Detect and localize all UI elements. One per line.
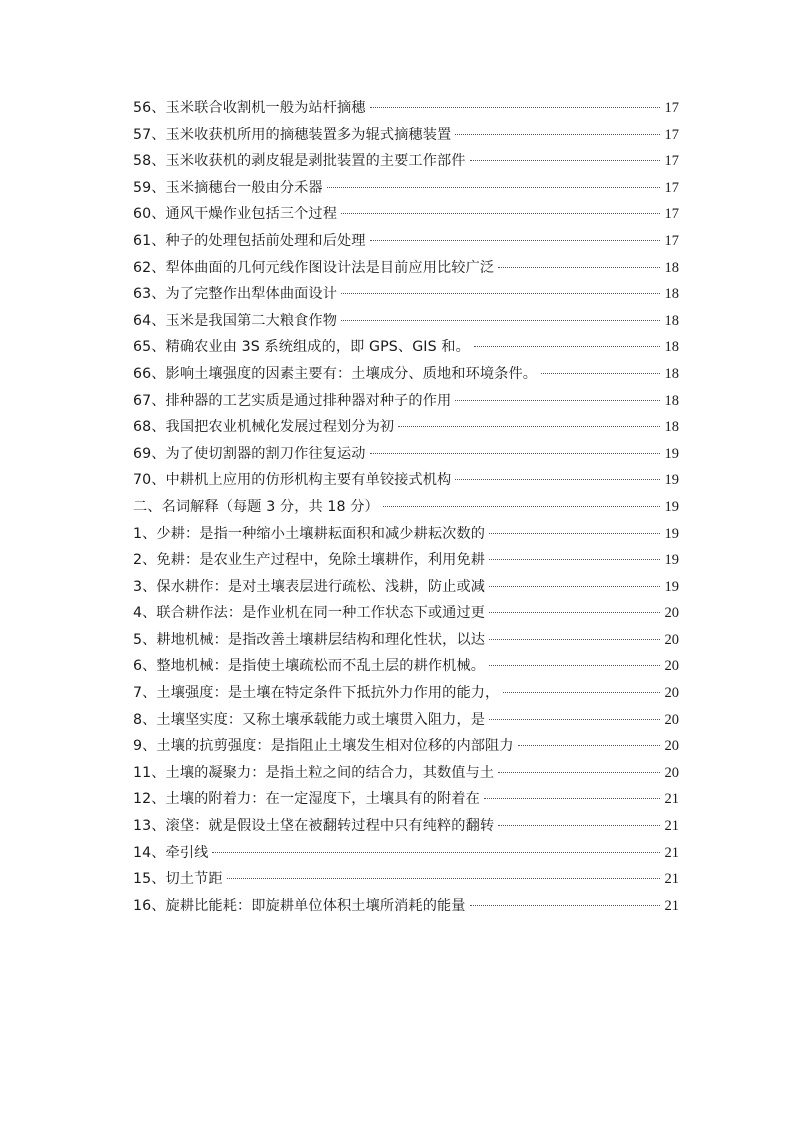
toc-entry[interactable] <box>133 281 679 308</box>
toc-page-number: 18 <box>664 339 679 356</box>
toc-entry[interactable] <box>133 308 679 335</box>
toc-entry-title: 3、保水耕作：是对土壤表层进行疏松、浅耕，防止或减 <box>133 578 486 595</box>
toc-entry-title: 4、联合耕作法：是作业机在同一种工作状态下或通过更 <box>133 605 486 622</box>
toc-entry-title: 15、切土节距 <box>133 871 223 888</box>
toc-page-number: 17 <box>664 100 679 116</box>
toc-page-number: 20 <box>664 658 679 675</box>
toc-entry[interactable] <box>133 813 679 840</box>
dot-leader <box>370 240 660 241</box>
toc-page-number: 18 <box>664 312 679 329</box>
toc-entry[interactable] <box>133 201 679 228</box>
dot-leader <box>489 639 660 640</box>
dot-leader <box>489 665 660 666</box>
toc-page-number: 21 <box>664 844 679 861</box>
toc-entry[interactable] <box>133 866 679 893</box>
dot-leader <box>341 293 660 294</box>
toc-page-number: 17 <box>664 232 679 249</box>
toc-entry-title: 14、牵引线 <box>133 844 209 861</box>
toc-entry[interactable] <box>133 255 679 282</box>
toc-page-number: 19 <box>664 525 679 542</box>
toc-entry[interactable] <box>133 574 679 601</box>
dot-leader <box>489 586 660 587</box>
dot-leader <box>212 852 660 853</box>
dot-leader <box>370 107 660 108</box>
toc-entry[interactable] <box>133 893 679 920</box>
toc-entry[interactable] <box>133 627 679 654</box>
toc-page-number: 19 <box>664 498 679 515</box>
toc-page-number: 21 <box>664 897 679 914</box>
toc-page-number: 20 <box>664 605 679 622</box>
toc-entry[interactable] <box>133 148 679 175</box>
toc-entry-title: 2、免耕：是农业生产过程中，免除土壤耕作，利用免耕 <box>133 552 486 569</box>
toc-page-number: 18 <box>664 365 679 382</box>
toc-entry-title: 60、通风干燥作业包括三个过程 <box>133 206 337 223</box>
dot-leader <box>341 320 660 321</box>
toc-entry[interactable] <box>133 786 679 813</box>
toc-entry-title: 9、土壤的抗剪强度：是指阻止土壤发生相对位移的内部阻力 <box>133 738 514 755</box>
toc-entry[interactable] <box>133 441 679 468</box>
toc-entry-title: 13、滚垡：就是假设土垡在被翻转过程中只有纯粹的翻转 <box>133 818 495 835</box>
dot-leader <box>518 745 660 746</box>
dot-leader <box>489 719 660 720</box>
toc-entry-title: 68、我国把农业机械化发展过程划分为初 <box>133 419 395 436</box>
toc-entry[interactable] <box>133 760 679 787</box>
dot-leader <box>541 373 660 374</box>
dot-leader <box>474 346 660 347</box>
toc-entry-title: 65、精确农业由 3S 系统组成的，即 GPS、GIS 和。 <box>133 339 470 356</box>
toc-entry[interactable] <box>133 521 679 548</box>
dot-leader <box>327 187 660 188</box>
dot-leader <box>498 772 660 773</box>
toc-entry[interactable] <box>133 388 679 415</box>
toc-page-number: 18 <box>664 286 679 303</box>
toc-entry[interactable] <box>133 840 679 867</box>
toc-entry[interactable] <box>133 228 679 255</box>
dot-leader <box>498 825 660 826</box>
toc-entry[interactable] <box>133 334 679 361</box>
toc-entry-title: 58、玉米收获机的剥皮辊是剥批装置的主要工作部件 <box>133 153 466 170</box>
toc-entry[interactable] <box>133 733 679 760</box>
toc-entry-title: 61、种子的处理包括前处理和后处理 <box>133 232 366 249</box>
dot-leader <box>341 213 660 214</box>
dot-leader <box>455 400 660 401</box>
dot-leader <box>470 160 660 161</box>
dot-leader <box>484 798 660 799</box>
dot-leader <box>470 905 660 906</box>
dot-leader <box>489 612 660 613</box>
toc-entry-title: 二、名词解释（每题 3 分，共 18 分） <box>133 498 379 515</box>
toc-entry[interactable] <box>133 547 679 574</box>
toc-page-number: 19 <box>664 578 679 595</box>
toc-entry-title: 64、玉米是我国第二大粮食作物 <box>133 312 337 329</box>
toc-entry-title: 6、整地机械：是指使土壤疏松而不乱土层的耕作机械。 <box>133 658 486 675</box>
toc-entry-title: 70、中耕机上应用的仿形机构主要有单铰接式机构 <box>133 472 452 489</box>
toc-entry[interactable] <box>133 95 679 122</box>
toc-entry-title: 69、为了使切割器的割刀作往复运动 <box>133 445 366 462</box>
toc-entry-title: 16、旋耕比能耗：即旋耕单位体积土壤所消耗的能量 <box>133 897 466 914</box>
toc-entry-title: 1、少耕：是指一种缩小土壤耕耘面积和减少耕耘次数的 <box>133 525 486 542</box>
toc-entry[interactable] <box>133 707 679 734</box>
dot-leader <box>455 479 660 480</box>
toc-page-number: 20 <box>664 738 679 755</box>
toc-page-number: 19 <box>664 445 679 462</box>
toc-page-number: 17 <box>664 179 679 196</box>
toc-entry[interactable] <box>133 361 679 388</box>
toc-page-number: 21 <box>664 818 679 835</box>
toc-page-number: 18 <box>664 392 679 409</box>
toc-page-number: 20 <box>664 764 679 781</box>
toc-entry-title: 67、排种器的工艺实质是通过排种器对种子的作用 <box>133 392 452 409</box>
toc-page-number: 21 <box>664 791 679 808</box>
toc-entry[interactable] <box>133 467 679 494</box>
toc-page-number: 17 <box>664 126 679 143</box>
dot-leader <box>503 692 660 693</box>
toc-entry-title: 5、耕地机械：是指改善土壤耕层结构和理化性状，以达 <box>133 631 486 648</box>
toc-entry-title: 59、玉米摘穗台一般由分禾器 <box>133 179 323 196</box>
dot-leader <box>370 453 660 454</box>
toc-entry-title: 57、玉米收获机所用的摘穗装置多为辊式摘穗装置 <box>133 126 452 143</box>
toc-page-number: 20 <box>664 685 679 702</box>
dot-leader <box>498 267 660 268</box>
dot-leader <box>227 878 660 879</box>
toc-entry-title: 62、犁体曲面的几何元线作图设计法是目前应用比较广泛 <box>133 259 495 276</box>
toc-page-number: 17 <box>664 153 679 170</box>
toc-entry[interactable] <box>133 653 679 680</box>
toc-entry-title: 7、土壤强度：是土壤在特定条件下抵抗外力作用的能力， <box>133 685 500 702</box>
toc-entry-title: 8、土壤坚实度：又称土壤承载能力或土壤贯入阻力，是 <box>133 711 486 728</box>
toc-entry-title: 63、为了完整作出犁体曲面设计 <box>133 286 337 303</box>
toc-entry[interactable] <box>133 414 679 441</box>
toc-page-number: 20 <box>664 631 679 648</box>
table-of-contents <box>133 95 679 919</box>
dot-leader <box>489 559 660 560</box>
toc-entry-title: 56、玉米联合收割机一般为站杆摘穗 <box>133 100 366 116</box>
toc-page-number: 19 <box>664 472 679 489</box>
toc-page-number: 20 <box>664 711 679 728</box>
toc-page-number: 18 <box>664 419 679 436</box>
toc-entry[interactable] <box>133 600 679 627</box>
toc-entry[interactable] <box>133 680 679 707</box>
dot-leader <box>398 426 660 427</box>
dot-leader <box>489 533 660 534</box>
toc-page-number: 17 <box>664 206 679 223</box>
toc-entry-title: 12、土壤的附着力：在一定湿度下，土壤具有的附着在 <box>133 791 480 808</box>
toc-page-number: 18 <box>664 259 679 276</box>
toc-page-number: 21 <box>664 871 679 888</box>
toc-entry[interactable] <box>133 122 679 149</box>
toc-page-number: 19 <box>664 552 679 569</box>
toc-entry-title: 11、土壤的凝聚力：是指土粒之间的结合力，其数值与土 <box>133 764 495 781</box>
toc-entry[interactable] <box>133 494 679 521</box>
dot-leader <box>455 134 660 135</box>
toc-entry-title: 66、影响土壤强度的因素主要有：土壤成分、质地和环境条件。 <box>133 365 538 382</box>
dot-leader <box>383 506 660 507</box>
toc-entry[interactable] <box>133 175 679 202</box>
